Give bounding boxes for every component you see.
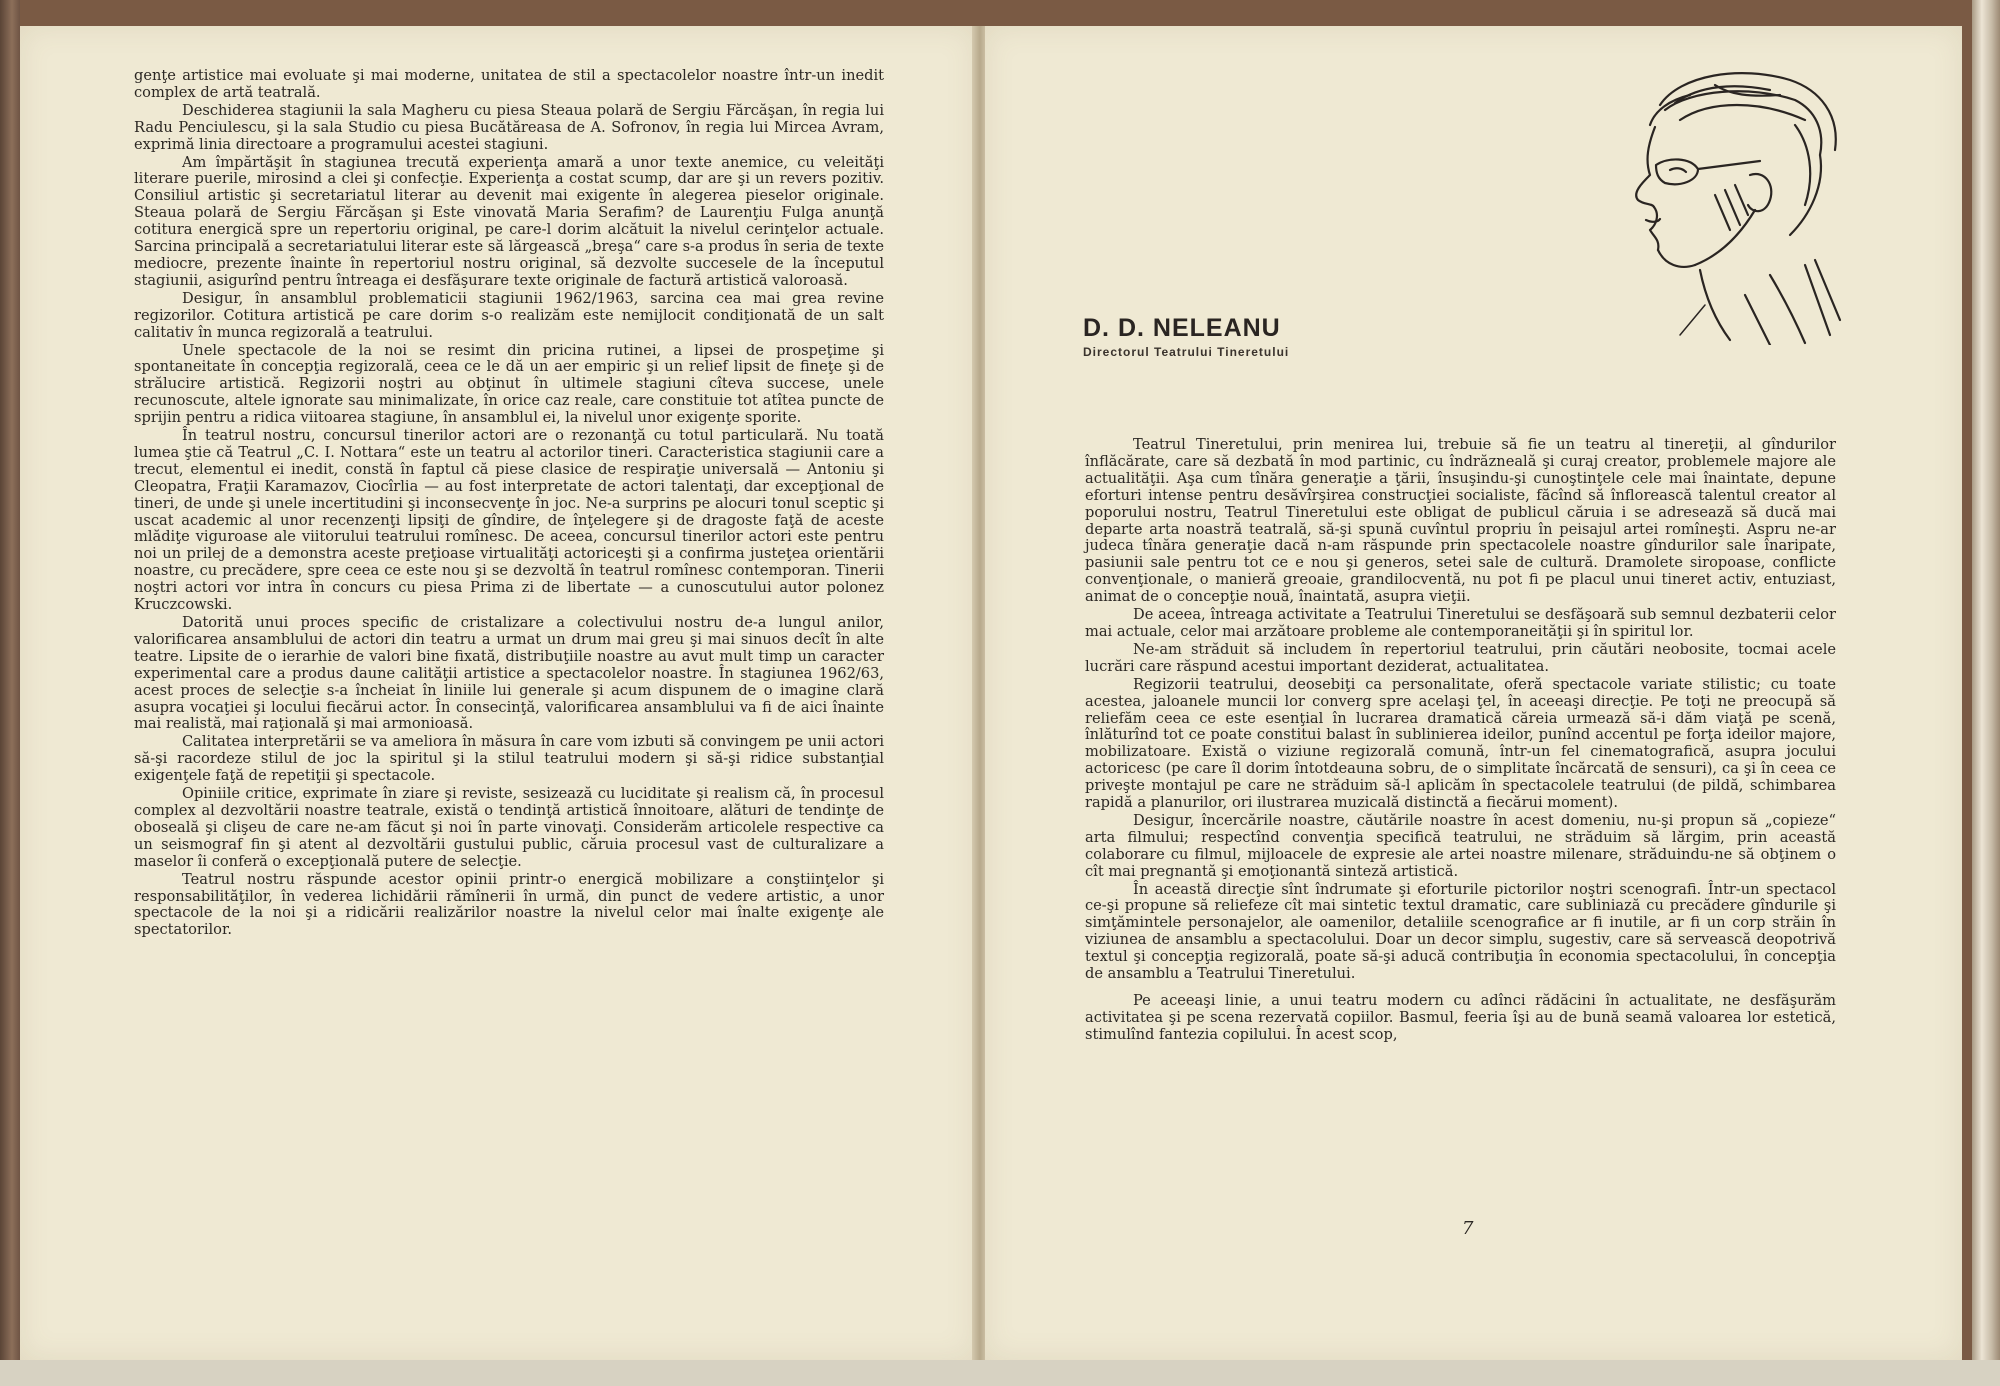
book-binding-right [1972,0,2000,1386]
author-name: D. D. NELEANU [1083,314,1281,342]
paragraph: Unele spectacole de la noi se resimt din pricina rutinei, a lipsei de prospeţime şi spontaneitate în concepţia regizorală, ceea ce le dă un aer empiric şi un relief lipsit de fineţe şi de strălucire artistică. Regizorii noştri au obţinut în ultimele stagiuni cîteva succese, unele recunoscute, altele ignorate sau minimalizate, în orice caz reale, care constituie tot atîtea puncte de sprijin pentru a ridica viitoarea stagiune, în ansamblul ei, la nivelul unor exigenţe sporite. [134,341,884,427]
scan-background-strip [0,1360,2000,1386]
author-title: Directorul Teatrului Tineretului [1083,345,1290,359]
paragraph: Teatrul nostru răspunde acestor opinii printr-o energică mobilizare a conştiinţelor şi responsabilităţilor, în vederea lichidării rămînerii în urmă, din punct de vedere artistic, a unor spectacole de la noi şi a ridicării realizărilor noastre la nivelul celor mai înalte exigenţe ale spectatorilor. [134,870,884,939]
paragraph: Datorită unui proces specific de cristalizare a colectivului nostru de-a lungul anilor, valorificarea ansamblului de actori din teatru a urmat un drum mai greu şi mai sinuos decît în alte teatre. Lipsite de o ierarhie de valori bine fixată, distribuţiile noastre au avut mult timp un caracter experimental care a produs daune calităţii artistice a spectacolelor noastre. În stagiunea 1962/63, acest proces de selecţie s-a încheiat în liniile lui generale şi acum dispunem de o imagine clară asupra vocaţiei şi locului fiecărui actor. În consecinţă, valorificarea ansamblului va fi de aici înainte mai realistă, mai raţională şi mai armonioasă. [134,614,884,733]
paragraph: De aceea, întreaga activitate a Teatrului Tineretului se desfăşoară sub semnul dezbaterii celor mai actuale, celor mai arzătoare probleme ale contemporaneităţii şi în spiritul lor. [1085,606,1836,640]
portrait-sketch-icon [1620,65,1845,345]
paragraph: Calitatea interpretării se va ameliora în măsura în care vom izbuti să convingem pe unii actori să-şi racordeze stilul de joc la spiritul şi la stilul teatrului modern şi să-şi ridice substanţial exigenţele faţă de repetiţii şi spectacole. [134,733,884,785]
paragraph: În această direcţie sînt îndrumate şi eforturile pictorilor noştri scenografi. Într-un spectacol ce-şi propune să reliefeze cît mai sintetic textul dramatic, care subliniază cu precădere gîndurile şi simţămintele personajelor, ale oamenilor, detaliile scenografice ar fi inutile, ar fi un corp străin în viziunea de ansamblu a spectacolului. Doar un decor simplu, sugestiv, care să servească deopotrivă textul şi concepţia regizorală, poate să-şi aducă contribuţia în economia spectacolului, în concepţia de ansamblu a Teatrului Tineretului. [1085,880,1836,983]
paragraph: Ne-am străduit să includem în repertoriul teatrului, prin căutări neobosite, tocmai acele lucrări care răspund acestui important deziderat, actualitatea. [1085,640,1836,675]
right-page-text [1085,437,1836,1044]
paragraph: Regizorii teatrului, deosebiţi ca personalitate, oferă spectacole variate stilistic; cu toate acestea, jaloanele muncii lor converg spre acelaşi ţel, în aceeaşi direcţie. Pe toţi ne preocupă să reliefăm ceea ce este esenţial în lucrarea dramatică căreia urmează să-i dăm viaţă pe scenă, înlăturînd tot ce poate constitui balast în sublinierea ideilor, punînd accentul pe forţa ideilor majore, mobilizatoare. Există o viziune regizorală comună, într-un fel cinematografică, asupra jocului actoricesc (pe care îl dorim întotdeauna sobru, de o simplitate încărcată de sensuri), ca şi în ceea ce priveşte montajul pe care ne străduim să-l aplicăm în spectacolele teatrului (de pildă, schimbarea rapidă a planurilor, ori ilustrarea muzicală distinctă a fiecărui moment). [1085,675,1836,812]
paragraph: Opiniile critice, exprimate în ziare şi reviste, sesizează cu luciditate şi realism că, în procesul complex al dezvoltării noastre teatrale, există o tendinţă artistică înnoitoare, alături de tendinţe de oboseală şi clişeu de care ne-am făcut şi noi în parte vinovaţi. Considerăm articolele respective ca un seismograf fin şi atent al dezvoltării gustului public, căruia procesul vast de culturalizare a maselor îi conferă o excepţională putere de selecţie. [134,785,884,870]
paragraph: Am împărtăşit în stagiunea trecută experienţa amară a unor texte anemice, cu veleităţi literare puerile, mirosind a clei şi confecţie. Experienţa a costat scump, dar are şi un revers pozitiv. Consiliul artistic şi secretariatul literar au devenit mai exigente în alegerea pieselor originale. Steaua polară de Sergiu Fărcăşan şi Este vinovată Maria Serafim? de Laurenţiu Fulga anunţă cotitura energică spre un repertoriu original, pe care-l dorim alcătuit la nivelul cerinţelor actuale. Sarcina principală a secretariatului literar este să lărgească „breşa“ care s-a produs în seria de texte mediocre, prezente înainte în repertoriul nostru original, să dezvolte succesele de la începutul stagiunii, asigurînd pentru întreaga ei desfăşurare texte originale de factură artistică valoroasă. [134,153,884,289]
paragraph: Desigur, în ansamblul problematicii stagiunii 1962/1963, sarcina cea mai grea revine regizorilor. Cotitura artistică pe care dorim s-o realizăm este nemijlocit condiţionată de un salt calitativ în munca regizorală a teatrului. [134,289,884,341]
paragraph: genţe artistice mai evoluate şi mai moderne, unitatea de stil a spectacolelor noastre într-un inedit complex de artă teatrală. [134,67,884,101]
paragraph: Pe aceeaşi linie, a unui teatru modern cu adînci rădăcini în actualitate, ne desfăşurăm activitatea şi pe scena rezervată copiilor. Basmul, feeria îşi au de bună seamă valoarea lor estetică, stimulînd fantezia copilului. În acest scop, [1085,992,1836,1043]
book-binding-left [0,0,20,1386]
left-page-text [134,68,884,939]
paragraph: Desigur, încercările noastre, căutările noastre în acest domeniu, nu-şi propun să „copieze“ arta filmului; respectînd convenţia specifică teatrului, ne străduim să lărgim, prin această colaborare cu filmul, mijloacele de expresie ale artei noastre milenare, străduindu-ne să obţinem o cît mai pregnantă şi emoţionantă sinteză artistică. [1085,811,1836,880]
paragraph: Teatrul Tineretului, prin menirea lui, trebuie să fie un teatru al tinereţii, al gîndurilor înflăcărate, care să dezbată în mod partinic, cu îndrăzneală şi curaj creator, problemele majore ale actualităţii. Aşa cum tînăra generaţie a ţării, însuşindu-şi cunoştinţele cele mai înaintate, depune eforturi intense pentru desăvîrşirea construcţiei socialiste, făcînd să înflorească talentul creator al poporului nostru, Teatrul Tineretului este obligat de publicul căruia i se adresează să ducă mai departe arta noastră teatrală, să-şi spună cuvîntul propriu în peisajul artei romîneşti. Aspru ne-ar judeca tînăra generaţie dacă n-am răspunde prin spectacolele noastre gîndurilor sale înaripate, pasiunii sale pentru tot ce e nou şi generos, setei sale de cultură. Dramolete siropoase, conflicte convenţionale, o manieră greoaie, grandilocventă, nu pot fi pe placul unui tineret activ, entuziast, animat de o concepţie nouă, înaintată, asupra vieţii. [1085,436,1836,606]
paragraph: Deschiderea stagiunii la sala Magheru cu piesa Steaua polară de Sergiu Fărcăşan, în regia lui Radu Penciulescu, şi la sala Studio cu piesa Bucătăreasa de A. Sofronov, în regia lui Mircea Avram, exprimă linia directoare a programului acestei stagiuni. [134,101,884,153]
page-number: 7 [1462,1218,1474,1239]
paragraph: În teatrul nostru, concursul tinerilor actori are o rezonanţă cu totul particulară. Nu toată lumea ştie că Teatrul „C. I. Nottara“ este un teatru al actorilor tineri. Caracteristica stagiunii care a trecut, elementul ei inedit, constă în faptul că piese clasice de respiraţie universală — Antoniu şi Cleopatra, Fraţii Karamazov, Ciocîrlia — au fost interpretate de actori talentaţi, dar excepţional de tineri, de unde şi unele incertitudini şi inconsecvenţe în joc. Ne-a surprins pe alocuri tonul sceptic şi uscat academic al unor recenzenţi lipsiţi de gîndire, de înţelegere şi de dragoste faţă de aceste mlădiţe viguroase ale viitorului teatrului romînesc. De aceea, concursul tinerilor actori este pentru noi un prilej de a demonstra aceste preţioase virtualităţi actoriceşti şi a confirma justeţea orientării noastre, cu precădere, spre ceea ce este nou şi se dezvoltă în teatrul romînesc contemporan. Tinerii noştri actori vor intra în concurs cu piesa Prima zi de libertate — a cunoscutului autor polonez Kruczcowski. [134,427,884,614]
